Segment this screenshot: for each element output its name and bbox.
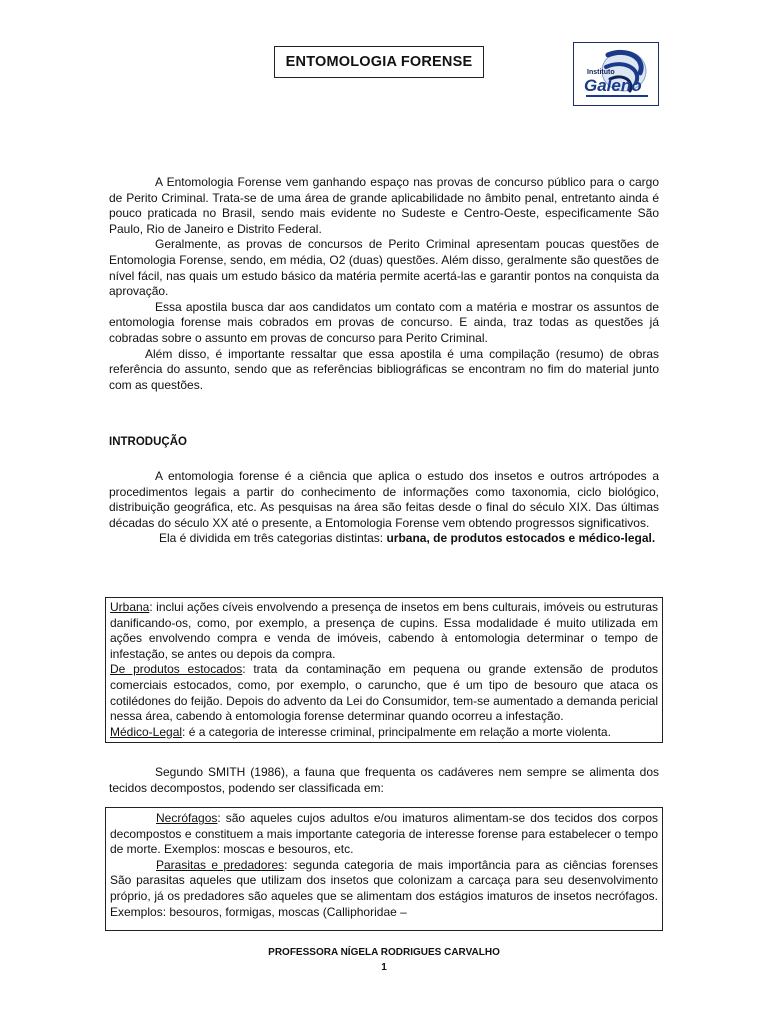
intro-paragraph-4: Além disso, é importante ressaltar que essa apostila é uma compilação (resumo) de obras referência do assunto, sendo que as referências bibliográficas se encontram no fim do material junto com as questões.: [109, 346, 659, 392]
category-medico-legal: [110, 725, 658, 741]
fauna-box: [105, 807, 663, 931]
fauna-parasitas-predadores: [110, 858, 658, 920]
category-urbana: [110, 600, 658, 662]
term-produtos-estocados: De produtos estocados: [110, 662, 243, 677]
term-urbana: Urbana: [110, 600, 150, 614]
term-medico-legal: Médico-Legal: [110, 724, 183, 739]
footer-author: PROFESSORA NÍGELA RODRIGUES CARVALHO: [268, 947, 500, 958]
intro-paragraph-3: Essa apostila busca dar aos candidatos um contato com a matéria e mostrar os assuntos de entomologia forense mais cobrados em provas de concurso. E ainda, traz todas as questões já cobradas sobre o assunto em provas de concurso para Perito Criminal.: [109, 299, 659, 345]
fauna-necrofagos: [110, 811, 658, 858]
categories-lead-text: Ela é dividida em três categorias distintas:: [159, 531, 387, 546]
intro-section: [109, 175, 659, 393]
categories-bold-text: urbana, de produtos estocados e médico-legal.: [386, 531, 656, 546]
term-necrofagos: Necrófagos: [156, 811, 218, 825]
svg-text:Instituto: Instituto: [587, 69, 615, 76]
definition-urbana: : inclui ações cíveis envolvendo a presença de insetos em bens culturais, imóveis ou estruturas danificando-os, como, por exemplo, a presença de cupins. Essa modalidade é muito utilizada em ações envolvendo compra e venda de imóveis, cabendo à entomologia determinar o tempo de infestação, se antes ou depois da compra.: [110, 600, 658, 661]
intro-paragraph-1: A Entomologia Forense vem ganhando espaço nas provas de concurso público para o cargo de Perito Criminal. Trata-se de uma área de grande aplicabilidade no âmbito penal, entretanto ainda é pouco praticada no Brasil, sendo mais evidente no Sudeste e Centro-Oeste, especificamente São Paulo, Rio de Janeiro e Distrito Federal.: [109, 175, 659, 236]
section-heading-introducao: INTRODUÇÃO: [109, 436, 187, 448]
footer-page-number: 1: [381, 962, 387, 973]
institute-logo: [573, 42, 659, 106]
document-title-box: [274, 46, 484, 78]
smith-section: [109, 765, 659, 796]
document-title: ENTOMOLOGIA FORENSE: [285, 54, 473, 70]
term-parasitas-predadores: Parasitas e predadores: [156, 857, 285, 872]
category-produtos: [110, 662, 658, 724]
definition-medico-legal: : é a categoria de interesse criminal, principalmente em relação a morte violenta.: [182, 724, 611, 739]
introducao-section: [109, 469, 659, 547]
galeno-logo-icon: [574, 43, 658, 105]
categories-box: [105, 597, 663, 743]
svg-text:Galeno: Galeno: [584, 76, 642, 95]
intro-paragraph-2: Geralmente, as provas de concursos de Perito Criminal apresentam poucas questões de Entomologia Forense, sendo, em média, O2 (duas) questões. Além disso, geralmente são questões de nível fácil, nas quais um estudo básico da matéria permite acertá-las e garantir pontos na conquista da aprovação.: [109, 237, 659, 299]
introducao-paragraph-1: A entomologia forense é a ciência que aplica o estudo dos insetos e outros artrópodes a procedimentos legais a partir do conhecimento de informações como taxonomia, ciclo biológico, distribuição geográfica, etc. As pesquisas na área são feitas desde o final do século XIX. Das últimas décadas do século XX até o presente, a Entomologia Forense vem obtendo progressos significativos.: [109, 469, 659, 530]
definition-produtos-estocados: : trata da contaminação em pequena ou grande extensão de produtos comerciais estocados, como, por exemplo, o caruncho, que é um tipo de besouro que ataca os cotilédones do feijão. Depois do advento da Lei do Consumidor, tem-se aumentado a demanda pericial nessa área, cabendo à entomologia forense determinar quando ocorreu a infestação.: [110, 662, 658, 724]
introducao-paragraph-2: [109, 531, 659, 547]
smith-paragraph: Segundo SMITH (1986), a fauna que frequenta os cadáveres nem sempre se alimenta dos tecidos decompostos, podendo ser classificada em:: [109, 765, 659, 795]
definition-parasitas-predadores: : segunda categoria de mais importância para as ciências forenses São parasitas aqueles que utilizam dos insetos que colonizam a carcaça para seu desenvolvimento próprio, já os predadores são aqueles que se alimentam dos estágios imaturos de insetos necrófagos. Exemplos: besouros, formigas, moscas (Calliphoridae –: [110, 857, 659, 919]
definition-necrofagos: : são aqueles cujos adultos e/ou imaturos alimentam-se dos tecidos dos corpos decompostos e constituem a mais importante categoria de interesse forense para estabelecer o tempo de morte. Exemplos: moscas e besouros, etc.: [110, 811, 658, 857]
